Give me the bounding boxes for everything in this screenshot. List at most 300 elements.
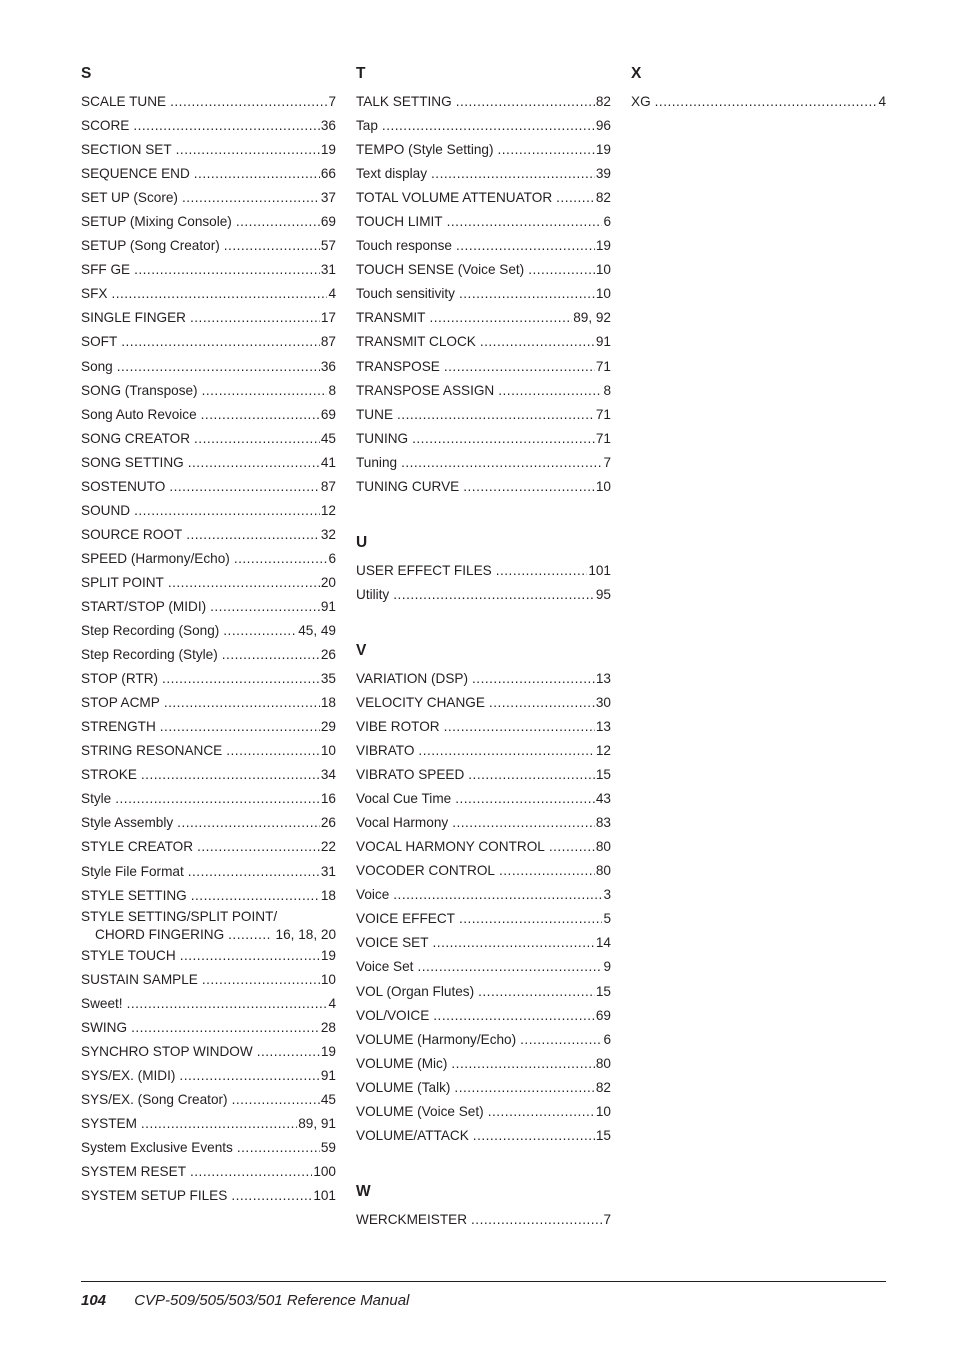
entry-label: Touch response <box>356 238 452 254</box>
entry-label: Song <box>81 358 113 374</box>
index-entry <box>81 330 336 354</box>
dot-leader <box>222 643 320 667</box>
index-entry <box>81 379 336 403</box>
dot-leader <box>134 499 320 523</box>
entry-page: 91 <box>320 1067 336 1083</box>
entry-label: SFX <box>81 286 108 302</box>
index-entry <box>81 1136 336 1160</box>
dot-leader <box>188 451 320 475</box>
dot-leader <box>180 944 320 968</box>
entry-page: 29 <box>320 719 336 735</box>
entry-page: 31 <box>320 262 336 278</box>
dot-leader <box>480 330 595 354</box>
entry-page: 6 <box>328 550 336 566</box>
entry-page: 26 <box>320 815 336 831</box>
entry-page: 80 <box>595 839 611 855</box>
index-entry <box>81 403 336 427</box>
dot-leader <box>231 1184 312 1208</box>
entry-page: 69 <box>320 214 336 230</box>
dot-leader <box>452 811 595 835</box>
index-section <box>356 532 611 607</box>
entry-page: 10 <box>320 971 336 987</box>
entry-label: SYS/EX. (MIDI) <box>81 1067 176 1083</box>
entry-page: 71 <box>595 406 611 422</box>
section-letter: U <box>356 533 368 551</box>
entry-page: 19 <box>320 947 336 963</box>
dot-leader <box>224 234 320 258</box>
index-entry <box>81 571 336 595</box>
entry-label: TUNE <box>356 406 394 422</box>
index-entry <box>81 944 336 968</box>
dot-leader <box>431 162 595 186</box>
dot-leader <box>202 379 328 403</box>
entry-label: Step Recording (Style) <box>81 647 218 663</box>
index-entry <box>81 1040 336 1064</box>
dot-leader <box>117 355 320 379</box>
entry-label: XG <box>631 94 651 109</box>
entry-label: SONG CREATOR <box>81 430 191 446</box>
index-entry <box>356 691 611 715</box>
page-footer <box>81 1290 409 1312</box>
entry-label: Style Assembly <box>81 815 174 831</box>
entry-label: STROKE <box>81 767 137 783</box>
entry-page: 87 <box>320 334 336 350</box>
index-entry <box>356 475 611 499</box>
index-column-3 <box>631 63 886 147</box>
entry-page: 17 <box>320 310 336 326</box>
index-section <box>356 1181 611 1232</box>
entry-page: 4 <box>878 94 886 109</box>
entry-label: VOLUME (Harmony/Echo) <box>356 1031 517 1047</box>
dot-leader <box>489 691 595 715</box>
index-entry <box>356 1052 611 1076</box>
index-entry <box>356 835 611 859</box>
dot-leader <box>520 1028 602 1052</box>
index-entry <box>81 691 336 715</box>
entry-label: SETUP (Song Creator) <box>81 238 220 254</box>
entry-page: 57 <box>320 238 336 254</box>
entry-page: 22 <box>320 839 336 855</box>
entry-label: TRANSPOSE <box>356 358 440 374</box>
dot-leader <box>496 559 588 583</box>
dot-leader <box>131 1016 320 1040</box>
dot-leader <box>418 739 594 763</box>
index-entry <box>81 547 336 571</box>
entry-label: VOLUME/ATTACK <box>356 1127 469 1143</box>
entry-page: 16 <box>320 791 336 807</box>
entry-label: STYLE CREATOR <box>81 839 194 855</box>
entry-page: 82 <box>595 94 611 109</box>
dot-leader <box>186 523 320 547</box>
entry-label: SYSTEM RESET <box>81 1164 186 1180</box>
entry-label: SWING <box>81 1019 128 1035</box>
dot-leader <box>397 403 595 427</box>
dot-leader <box>197 835 320 859</box>
entry-label: SPLIT POINT <box>81 574 164 590</box>
index-entry <box>81 739 336 763</box>
index-entry <box>356 715 611 739</box>
entry-page: 43 <box>595 791 611 807</box>
index-entry <box>81 114 336 138</box>
dot-leader <box>223 619 297 643</box>
entry-page: 37 <box>320 190 336 206</box>
index-entry <box>356 583 611 607</box>
dot-leader <box>433 931 595 955</box>
index-entry <box>356 980 611 1004</box>
entry-page: 5 <box>603 911 611 927</box>
entry-label: SYSTEM <box>81 1115 137 1131</box>
entry-page: 71 <box>595 430 611 446</box>
index-entry <box>81 234 336 258</box>
dot-leader <box>471 1208 602 1232</box>
index-entry <box>356 138 611 162</box>
index-entry <box>81 282 336 306</box>
index-entry <box>356 1208 611 1232</box>
dot-leader <box>412 427 595 451</box>
dot-leader <box>429 306 572 330</box>
dot-leader <box>382 114 595 138</box>
entry-label: SOSTENUTO <box>81 478 166 494</box>
entry-page: 87 <box>320 478 336 494</box>
index-entry <box>81 1088 336 1112</box>
index-entry <box>356 403 611 427</box>
entry-page: 4 <box>328 286 336 302</box>
entry-page: 80 <box>595 863 611 879</box>
entry-label: STYLE TOUCH <box>81 947 176 963</box>
index-section <box>81 63 336 1208</box>
entry-label: START/STOP (MIDI) <box>81 598 207 614</box>
dot-leader <box>473 1124 595 1148</box>
entry-page: 101 <box>588 562 611 578</box>
entry-label: Voice <box>356 887 390 903</box>
entry-page: 95 <box>595 586 611 602</box>
entry-label: VOL/VOICE <box>356 1007 430 1023</box>
index-entry <box>356 907 611 931</box>
entry-label: SECTION SET <box>81 142 172 158</box>
entry-page: 69 <box>595 1007 611 1023</box>
entry-label: SINGLE FINGER <box>81 310 186 326</box>
entry-label: TOTAL VOLUME ATTENUATOR <box>356 190 553 206</box>
index-entry <box>81 427 336 451</box>
entry-page: 19 <box>320 142 336 158</box>
entry-label: SETUP (Mixing Console) <box>81 214 232 230</box>
dot-leader <box>236 210 320 234</box>
dot-leader <box>176 138 320 162</box>
index-entry <box>81 643 336 667</box>
index-entry <box>81 523 336 547</box>
dot-leader <box>447 210 603 234</box>
index-entry <box>631 90 886 114</box>
entry-label: USER EFFECT FILES <box>356 562 492 578</box>
dot-leader <box>182 186 320 210</box>
entry-label: Song Auto Revoice <box>81 406 197 422</box>
entry-page: 82 <box>595 1079 611 1095</box>
entry-page: 10 <box>320 743 336 759</box>
dot-leader <box>257 1040 320 1064</box>
index-entry <box>356 451 611 475</box>
index-entry <box>81 787 336 811</box>
index-entry <box>81 763 336 787</box>
index-entry <box>81 884 336 908</box>
index-entry <box>81 1016 336 1040</box>
entry-label: SOURCE ROOT <box>81 526 183 542</box>
index-entry <box>81 1064 336 1088</box>
index-entry <box>356 355 611 379</box>
section-letter: S <box>81 65 92 82</box>
entry-page: 36 <box>320 118 336 134</box>
entry-label: SEQUENCE END <box>81 166 190 182</box>
entry-label: TRANSMIT <box>356 310 426 326</box>
entry-label: VOICE EFFECT <box>356 911 455 927</box>
entry-page: 14 <box>595 935 611 951</box>
entry-label: VOCODER CONTROL <box>356 863 495 879</box>
page-number: 104 <box>81 1292 107 1309</box>
entry-page: 45 <box>320 1091 336 1107</box>
dot-leader <box>463 475 595 499</box>
footer-divider <box>81 1281 886 1282</box>
index-entry <box>81 210 336 234</box>
index-entry <box>81 355 336 379</box>
index-entry <box>356 379 611 403</box>
dot-leader <box>162 667 320 691</box>
index-entry <box>356 186 611 210</box>
index-entry <box>356 282 611 306</box>
entry-page: 96 <box>595 118 611 134</box>
entry-page: 18 <box>320 695 336 711</box>
entry-label: STRING RESONANCE <box>81 743 223 759</box>
dot-leader <box>232 1088 320 1112</box>
entry-page: 34 <box>320 767 336 783</box>
dot-leader <box>451 1052 594 1076</box>
dot-leader <box>194 427 320 451</box>
entry-label: SYSTEM SETUP FILES <box>81 1188 228 1204</box>
dot-leader <box>417 955 602 979</box>
entry-label: STRENGTH <box>81 719 156 735</box>
entry-label: Sweet! <box>81 995 123 1011</box>
index-entry <box>81 860 336 884</box>
index-entry <box>356 763 611 787</box>
section-letter: X <box>631 65 642 82</box>
entry-label: VOICE SET <box>356 935 429 951</box>
dot-leader <box>164 691 320 715</box>
index-entry <box>356 114 611 138</box>
index-entry <box>81 475 336 499</box>
entry-page: 71 <box>595 358 611 374</box>
entry-label: TUNING CURVE <box>356 478 460 494</box>
entry-page: 82 <box>595 190 611 206</box>
entry-label: SFF GE <box>81 262 131 278</box>
index-section <box>356 63 611 499</box>
entry-label: STYLE SETTING <box>81 887 187 903</box>
entry-label: TEMPO (Style Setting) <box>356 142 494 158</box>
entry-page: 7 <box>603 454 611 470</box>
entry-label: System Exclusive Events <box>81 1139 233 1155</box>
entry-label: VIBE ROTOR <box>356 718 440 734</box>
entry-label: Vocal Cue Time <box>356 791 452 807</box>
entry-page: 66 <box>320 166 336 182</box>
entry-page: 80 <box>595 1055 611 1071</box>
entry-label: WERCKMEISTER <box>356 1211 468 1227</box>
entry-page: 4 <box>328 995 336 1011</box>
index-entry <box>356 90 611 114</box>
entry-label: Utility <box>356 586 390 602</box>
entry-label: VOCAL HARMONY CONTROL <box>356 839 545 855</box>
entry-page: 16, 18, 20 <box>275 926 336 942</box>
entry-page: 18 <box>320 887 336 903</box>
index-entry <box>356 1076 611 1100</box>
index-entry <box>356 739 611 763</box>
index-entry <box>356 210 611 234</box>
entry-page: 10 <box>595 1103 611 1119</box>
index-entry <box>81 1160 336 1184</box>
entry-continuation <box>81 926 336 944</box>
dot-leader <box>454 1076 594 1100</box>
dot-leader <box>433 1004 595 1028</box>
dot-leader <box>190 306 320 330</box>
entry-label: VOL (Organ Flutes) <box>356 983 475 999</box>
index-entry <box>356 787 611 811</box>
index-entry <box>81 258 336 282</box>
index-entry <box>356 883 611 907</box>
index-entry <box>356 162 611 186</box>
entry-label: Tap <box>356 118 378 134</box>
entry-label: VOLUME (Talk) <box>356 1079 451 1095</box>
entry-page: 20 <box>320 574 336 590</box>
entry-label: Text display <box>356 166 428 182</box>
entry-label: TUNING <box>356 430 409 446</box>
entry-page: 10 <box>595 262 611 278</box>
dot-leader <box>497 138 594 162</box>
entry-page: 26 <box>320 647 336 663</box>
entry-label: Touch sensitivity <box>356 286 455 302</box>
entry-label: SPEED (Harmony/Echo) <box>81 550 230 566</box>
entry-page: 8 <box>603 382 611 398</box>
entry-page: 31 <box>320 863 336 879</box>
dot-leader <box>169 475 320 499</box>
entry-label: SET UP (Score) <box>81 190 178 206</box>
dot-leader <box>133 114 320 138</box>
entry-page: 7 <box>603 1211 611 1227</box>
entry-page: 13 <box>595 670 611 686</box>
dot-leader <box>160 715 320 739</box>
dot-leader <box>393 883 602 907</box>
entry-label: Vocal Harmony <box>356 815 449 831</box>
entry-label: SONG SETTING <box>81 454 184 470</box>
index-entry <box>81 162 336 186</box>
dot-leader <box>111 282 327 306</box>
index-entry <box>356 427 611 451</box>
entry-label: STYLE SETTING/SPLIT POINT/ <box>81 908 278 924</box>
dot-leader <box>478 980 595 1004</box>
entry-label: Style <box>81 791 112 807</box>
index-entry <box>81 835 336 859</box>
dot-leader <box>210 595 320 619</box>
entry-page: 36 <box>320 358 336 374</box>
entry-page: 6 <box>603 1031 611 1047</box>
dot-leader <box>556 186 595 210</box>
dot-leader <box>444 355 595 379</box>
manual-title: CVP-509/505/503/501 Reference Manual <box>134 1292 410 1309</box>
entry-label: TOUCH LIMIT <box>356 214 443 230</box>
entry-label: TRANSPOSE ASSIGN <box>356 382 495 398</box>
dot-leader <box>393 583 595 607</box>
index-entry <box>356 811 611 835</box>
index-entry <box>356 559 611 583</box>
dot-leader <box>655 90 878 114</box>
entry-page: 12 <box>320 502 336 518</box>
entry-page: 13 <box>595 718 611 734</box>
dot-leader <box>549 835 595 859</box>
index-entry <box>356 931 611 955</box>
dot-leader <box>459 282 595 306</box>
dot-leader <box>456 234 595 258</box>
dot-leader <box>191 884 320 908</box>
dot-leader <box>201 403 320 427</box>
entry-page: 28 <box>320 1019 336 1035</box>
entry-label: SCORE <box>81 118 130 134</box>
entry-page: 39 <box>595 166 611 182</box>
dot-leader <box>226 739 320 763</box>
entry-page: 19 <box>320 1043 336 1059</box>
entry-page: 45 <box>320 430 336 446</box>
index-entry <box>81 451 336 475</box>
entry-page: 19 <box>595 142 611 158</box>
entry-page: 32 <box>320 526 336 542</box>
dot-leader <box>134 258 320 282</box>
entry-page: 7 <box>328 94 336 109</box>
dot-leader <box>168 571 320 595</box>
entry-label: STOP ACMP <box>81 695 160 711</box>
entry-label: Tuning <box>356 454 398 470</box>
entry-page: 91 <box>320 598 336 614</box>
index-entry <box>81 306 336 330</box>
dot-leader <box>170 90 327 114</box>
dot-leader <box>499 859 595 883</box>
dot-leader <box>190 1160 312 1184</box>
entry-label: SUSTAIN SAMPLE <box>81 971 198 987</box>
index-entry <box>81 138 336 162</box>
index-entry <box>81 667 336 691</box>
entry-label: Voice Set <box>356 959 414 975</box>
entry-page: 59 <box>320 1139 336 1155</box>
dot-leader <box>177 811 320 835</box>
entry-label: TOUCH SENSE (Voice Set) <box>356 262 525 278</box>
entry-page: 35 <box>320 671 336 687</box>
entry-label-continued: CHORD FINGERING <box>95 926 225 942</box>
index-entry <box>81 90 336 114</box>
dot-leader <box>401 451 602 475</box>
entry-page: 15 <box>595 767 611 783</box>
entry-label: VARIATION (DSP) <box>356 670 469 686</box>
entry-label: VIBRATO SPEED <box>356 767 465 783</box>
entry-page: 45, 49 <box>298 623 336 639</box>
dot-leader <box>194 162 320 186</box>
dot-leader <box>141 1112 297 1136</box>
entry-page: 15 <box>595 1127 611 1143</box>
index-entry <box>356 330 611 354</box>
index-entry <box>81 811 336 835</box>
entry-label: SONG (Transpose) <box>81 382 198 398</box>
dot-leader <box>202 968 320 992</box>
entry-label: VIBRATO <box>356 743 415 759</box>
dot-leader <box>488 1100 595 1124</box>
entry-page: 100 <box>313 1164 336 1180</box>
entry-page: 89, 91 <box>298 1115 336 1131</box>
entry-page: 8 <box>328 382 336 398</box>
entry-page: 6 <box>603 214 611 230</box>
index-entry <box>81 595 336 619</box>
entry-label: VOLUME (Mic) <box>356 1055 448 1071</box>
